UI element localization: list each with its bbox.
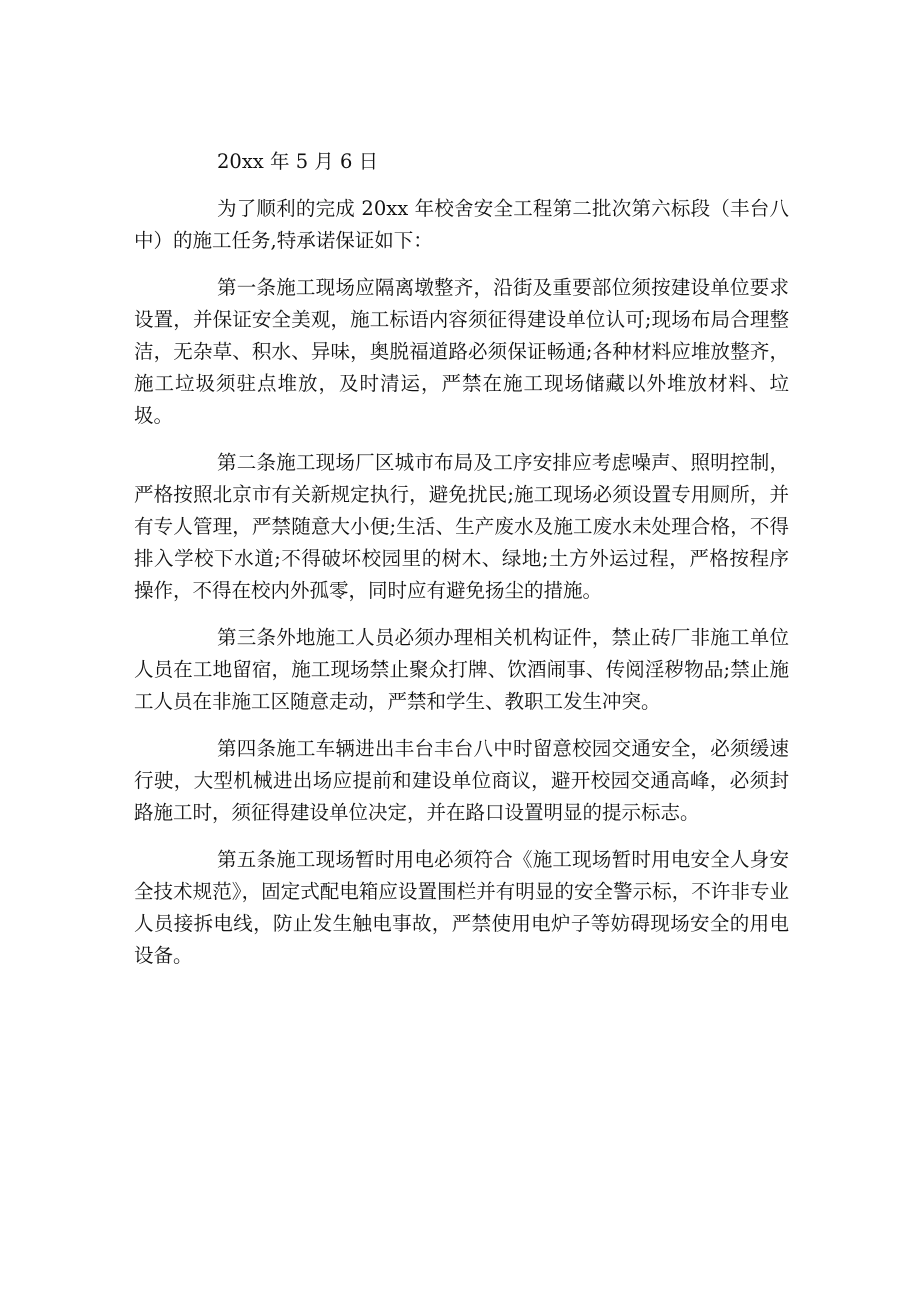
document-body (134, 146, 789, 972)
article-paragraph-3: 第三条外地施工人员必须办理相关机构证件，禁止砖厂非施工单位人员在工地留宿，施工现场禁止聚众打牌、饮酒闹事、传阅淫秽物品;禁止施工人员在非施工区随意走动，严禁和学生、教职工发生冲突。 (134, 626, 789, 713)
article-paragraph-2: 第二条施工现场厂区城市布局及工序安排应考虑噪声、照明控制，严格按照北京市有关新规定执行，避免扰民;施工现场必须设置专用厕所，并有专人管理，严禁随意大小便;生活、生产废水及施工废水未处理合格，不得排入学校下水道;不得破坏校园里的树木、绿地;土方外运过程，严格按程序操作，不得在校内外孤零，同时应有避免扬尘的措施。 (134, 451, 789, 602)
article-paragraph-4: 第四条施工车辆进出丰台丰台八中时留意校园交通安全，必须缓速行驶，大型机械进出场应提前和建设单位商议，避开校园交通高峰，必须封路施工时，须征得建设单位决定，并在路口设置明显的提示标志。 (134, 737, 789, 824)
article-paragraph-5: 第五条施工现场暂时用电必须符合《施工现场暂时用电安全人身安全技术规范》，固定式配电箱应设置围栏并有明显的安全警示标，不许非专业人员接拆电线，防止发生触电事故，严禁使用电炉子等妨碍现场安全的用电设备。 (134, 848, 789, 967)
article-paragraph-1: 第一条施工现场应隔离墩整齐，沿街及重要部位须按建设单位要求设置，并保证安全美观，施工标语内容须征得建设单位认可;现场布局合理整洁，无杂草、积水、异味，奥脱福道路必须保证畅通;各种材料应堆放整齐，施工垃圾须驻点堆放，及时清运，严禁在施工现场储藏以外堆放材料、垃圾。 (134, 276, 789, 427)
intro-paragraph: 为了顺利的完成 20xx 年校舍安全工程第二批次第六标段（丰台八中）的施工任务,特承诺保证如下： (134, 197, 789, 252)
document-date: 20xx 年 5 月 6 日 (217, 150, 379, 173)
